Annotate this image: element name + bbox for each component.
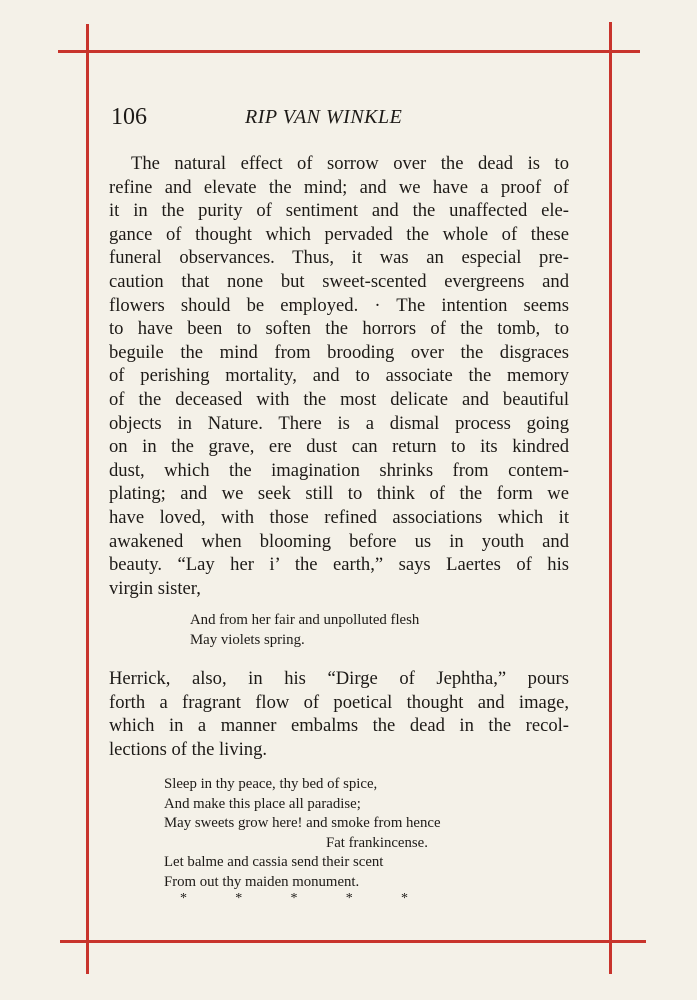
page-number: 106 [111,104,147,130]
asterisk: * [180,891,187,906]
border-rule-left [86,24,89,974]
text-line: virgin sister, [109,577,201,599]
text-line: which in a manner embalms the dead in the recol- [109,715,569,737]
asterisk: * [290,891,298,906]
verse-line: May violets spring. [190,631,305,648]
verse-line: And from her fair and unpolluted flesh [190,612,420,628]
text-line: dust, which the imagination shrinks from contem- [109,459,569,481]
text-line: refine and elevate the mind; and we have a proof of [109,176,569,198]
text-line: flowers should be employed. · The intention seems [109,294,569,316]
text-line: forth a fragrant flow of poetical thought and image, [109,691,569,713]
text-line: it in the purity of sentiment and the unaffected ele- [109,200,569,222]
text-line: have loved, with those refined associations which it [109,506,569,528]
text-line: beguile the mind from brooding over the disgraces [109,341,569,363]
paragraph-sorrow [109,152,569,600]
border-rule-right [609,22,612,974]
verse-line: And make this place all paradise; [164,795,361,812]
text-line: objects in Nature. There is a dismal process going [109,412,569,434]
border-rule-top [58,50,640,53]
paragraph-herrick [109,667,569,761]
text-line: of the deceased with the most delicate and beautiful [109,388,569,410]
text-line: funeral observances. Thus, it was an especial pre- [109,247,569,269]
verse-quote-herrick [164,775,441,893]
text-line: of perishing mortality, and to associate the memory [109,365,569,387]
text-line: plating; and we seek still to think of the form we [109,483,569,505]
text-line: Herrick, also, in his “Dirge of Jephtha,” pours [109,668,569,689]
verse-line: May sweets grow here! and smoke from hence [164,815,441,832]
running-title: RIP VAN WINKLE [245,106,403,128]
text-line: beauty. “Lay her i’ the earth,” says Laertes of his [109,554,569,576]
text-line: awakened when blooming before us in youth and [109,530,569,552]
border-rule-bottom [60,940,646,943]
text-line: to have been to soften the horrors of the tomb, to [109,318,569,340]
text-line: gance of thought which pervaded the whole of these [109,223,569,245]
text-line: The natural effect of sorrow over the dead is to [131,153,569,174]
ornament-asterisks [180,891,408,907]
verse-line: Sleep in thy peace, thy bed of spice, [164,776,378,792]
verse-line: From out thy maiden monument. [164,873,360,890]
verse-quote-laertes [190,611,419,650]
text-line: caution that none but sweet-scented evergreens and [109,270,569,292]
verse-line: Let balme and cassia send their scent [164,854,384,871]
text-line: on in the grave, ere dust can return to its kindred [109,436,569,458]
page-header [111,104,581,134]
asterisk: * [345,891,353,906]
text-line: lections of the living. [109,738,268,760]
verse-line: Fat frankincense. [326,834,428,851]
asterisk: * [235,891,243,906]
asterisk: * [401,891,408,906]
